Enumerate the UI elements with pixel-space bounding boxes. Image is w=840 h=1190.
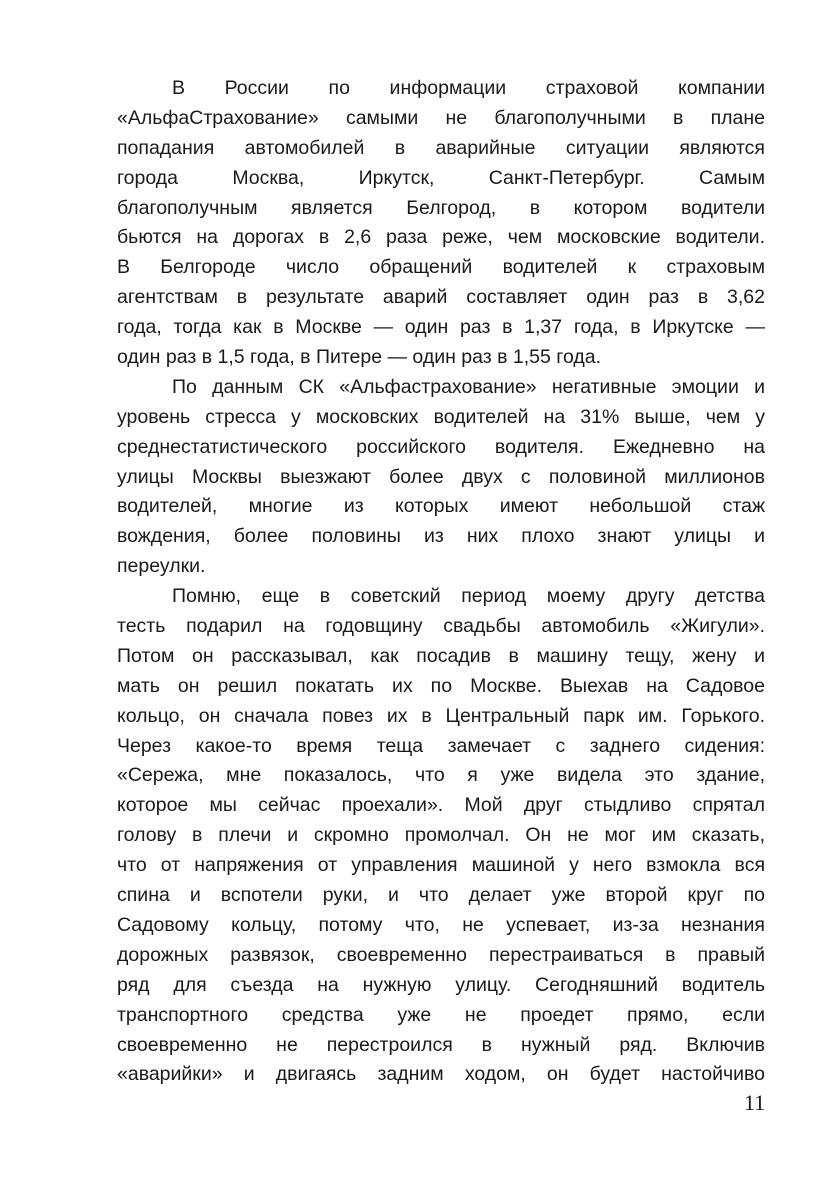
text-line: «АльфаСтрахование» самыми не благополучными в плане [117, 106, 765, 129]
text-line: года, тогда как в Москве — один раз в 1,37 года, в Иркутске — [117, 316, 765, 339]
paragraph [117, 74, 765, 373]
text-line: улицы Москвы выезжают более двух с половиной миллионов [117, 465, 765, 488]
text-line: Через какое-то время теща замечает с заднего сидения: [117, 734, 765, 757]
text-line: В России по информации страховой компании [172, 77, 765, 99]
text-line: агентствам в результате аварий составляет один раз в 3,62 [117, 286, 765, 309]
text-line: тесть подарил на годовщину свадьбы автомобиль «Жигули». [117, 615, 765, 638]
text-line: голову в плечи и скромно промолчал. Он не мог им сказать, [117, 824, 765, 847]
text-line: города Москва, Иркутск, Санкт-Петербург. Самым [117, 166, 765, 189]
text-line: мать он решил покатать их по Москве. Выехав на Садовое [117, 674, 765, 697]
text-line: Потом он рассказывал, как посадив в машину тещу, жену и [117, 644, 765, 667]
paragraph [117, 582, 765, 1090]
text-line: бьются на дорогах в 2,6 раза реже, чем московские водители. [117, 226, 765, 249]
text-line: попадания автомобилей в аварийные ситуации являются [117, 136, 765, 159]
text-line: что от напряжения от управления машиной у него взмокла вся [117, 854, 765, 877]
text-line: транспортного средства уже не проедет прямо, если [117, 1003, 765, 1026]
text-line: которое мы сейчас проехали». Мой друг стыдливо спрятал [117, 794, 765, 817]
text-line: водителей, многие из которых имеют небольшой стаж [117, 495, 765, 518]
page-number: 11 [744, 1090, 766, 1115]
text-line: «аварийки» и двигаясь задним ходом, он будет настойчиво [117, 1063, 765, 1086]
text-line: дорожных развязок, своевременно перестраиваться в правый [117, 943, 765, 966]
text-line: благополучным является Белгород, в котором водители [117, 196, 765, 219]
text-line: По данным СК «Альфастрахование» негативные эмоции и [172, 375, 765, 398]
text-line: кольцо, он сначала повез их в Центральный парк им. Горького. [117, 704, 765, 727]
text-line: переулки. [117, 555, 206, 578]
text-line: один раз в 1,5 года, в Питере — один раз в 1,55 года. [117, 346, 602, 369]
text-line: уровень стресса у московских водителей на 31% выше, чем у [117, 405, 765, 428]
page-body [117, 74, 765, 1090]
text-line: среднестатистического российского водителя. Ежедневно на [117, 435, 765, 458]
text-line: ряд для съезда на нужную улицу. Сегодняшний водитель [117, 973, 765, 996]
text-line: Садовому кольцу, потому что, не успевает, из-за незнания [117, 913, 765, 936]
paragraph [117, 373, 765, 582]
text-line: своевременно не перестроился в нужный ряд. Включив [117, 1033, 765, 1056]
text-line: спина и вспотели руки, и что делает уже второй круг по [117, 884, 765, 907]
text-line: вождения, более половины из них плохо знают улицы и [117, 525, 765, 548]
text-line: «Сережа, мне показалось, что я уже видела это здание, [117, 764, 765, 787]
text-line: В Белгороде число обращений водителей к страховым [117, 256, 765, 279]
text-line: Помню, еще в советский период моему другу детства [172, 585, 765, 608]
